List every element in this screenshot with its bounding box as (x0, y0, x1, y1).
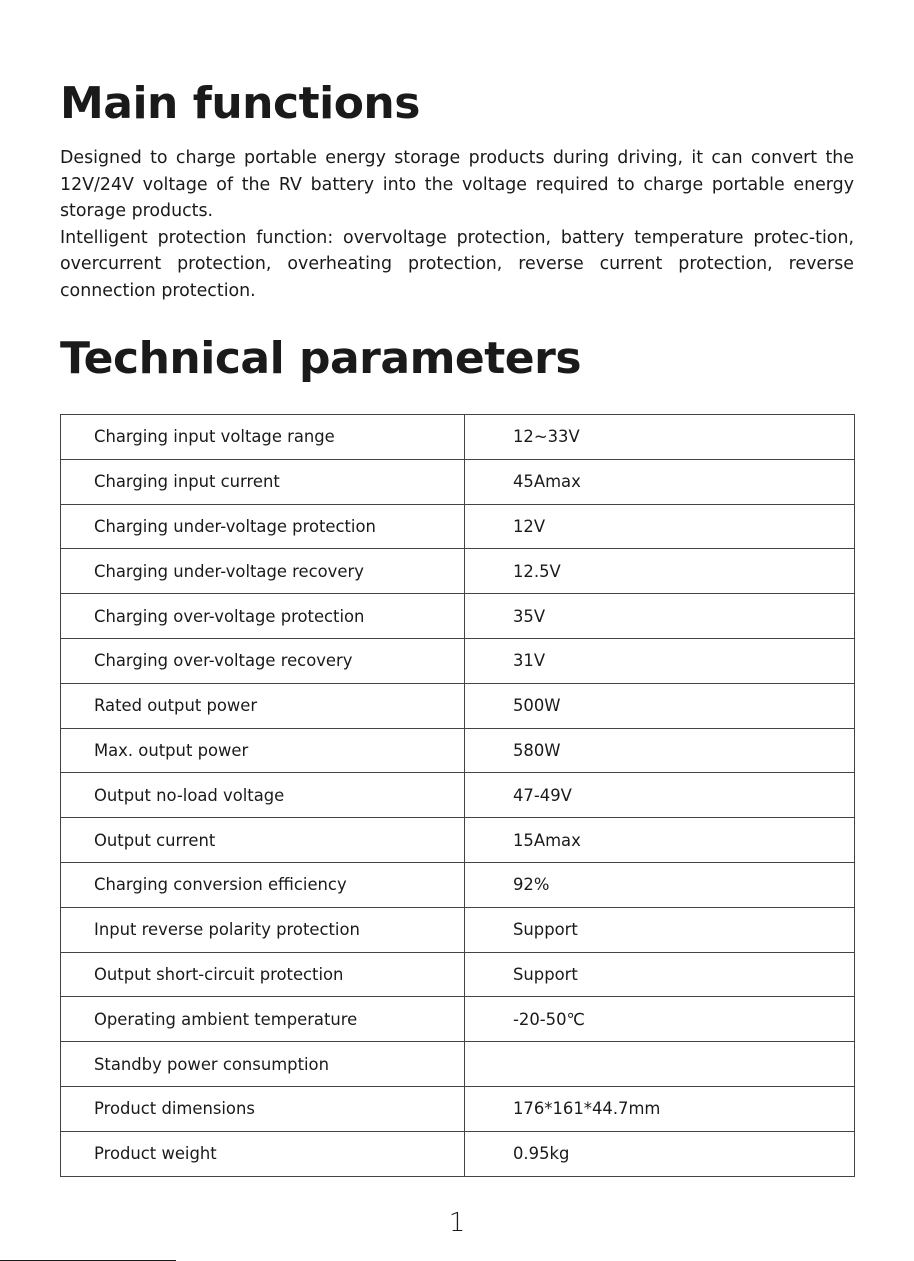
parameter-value: 92% (465, 862, 855, 907)
parameter-label: Input reverse polarity protection (61, 907, 465, 952)
parameter-value: 580W (465, 728, 855, 773)
parameter-label: Max. output power (61, 728, 465, 773)
table-row (61, 818, 855, 863)
parameter-label: Operating ambient temperature (61, 997, 465, 1042)
main-functions-heading: Main functions (60, 78, 420, 129)
table-row (61, 459, 855, 504)
table-row (61, 1086, 855, 1131)
parameter-label: Product dimensions (61, 1086, 465, 1131)
parameter-label: Charging over-voltage protection (61, 594, 465, 639)
description-paragraph-1: Designed to charge portable energy storage products during driving, it can convert the 12V/24V voltage of the RV battery into the voltage required to charge portable energy storage products. (60, 148, 854, 222)
parameter-value: 500W (465, 683, 855, 728)
page-number: 1 (448, 1208, 466, 1238)
parameter-label: Charging input current (61, 459, 465, 504)
table-row (61, 549, 855, 594)
description-paragraph-2: Intelligent protection function: overvoltage protection, battery temperature protec-tion, overcurrent protection, overheating protection, reverse current protection, reverse connection protection. (60, 227, 854, 301)
parameter-label: Charging under-voltage protection (61, 504, 465, 549)
parameter-label: Output no-load voltage (61, 773, 465, 818)
parameter-value (465, 1042, 855, 1087)
table-row (61, 415, 855, 460)
parameter-value: 35V (465, 594, 855, 639)
parameter-value: 0.95kg (465, 1131, 855, 1176)
parameter-label: Product weight (61, 1131, 465, 1176)
technical-parameters-heading: Technical parameters (60, 333, 582, 384)
parameter-value: Support (465, 907, 855, 952)
parameter-label: Rated output power (61, 683, 465, 728)
parameter-value: 47-49V (465, 773, 855, 818)
parameter-label: Charging under-voltage recovery (61, 549, 465, 594)
table-row (61, 728, 855, 773)
table-row (61, 1042, 855, 1087)
table-row (61, 862, 855, 907)
table-row (61, 594, 855, 639)
parameter-value: 12~33V (465, 415, 855, 460)
technical-parameters-table (60, 414, 855, 1177)
parameter-value: 15Amax (465, 818, 855, 863)
table-row (61, 638, 855, 683)
table-row (61, 997, 855, 1042)
table-row (61, 504, 855, 549)
parameter-value: -20-50℃ (465, 997, 855, 1042)
parameter-label: Charging input voltage range (61, 415, 465, 460)
parameter-value: 12V (465, 504, 855, 549)
table-row (61, 907, 855, 952)
main-functions-description (60, 145, 854, 305)
table-row (61, 773, 855, 818)
parameter-value: 45Amax (465, 459, 855, 504)
parameter-value: 12.5V (465, 549, 855, 594)
parameter-value: 31V (465, 638, 855, 683)
table-row (61, 952, 855, 997)
table-row (61, 1131, 855, 1176)
parameter-value: Support (465, 952, 855, 997)
parameter-label: Standby power consumption (61, 1042, 465, 1087)
table-row (61, 683, 855, 728)
parameter-label: Charging over-voltage recovery (61, 638, 465, 683)
parameter-label: Output short-circuit protection (61, 952, 465, 997)
parameter-value: 176*161*44.7mm (465, 1086, 855, 1131)
parameter-label: Charging conversion efficiency (61, 862, 465, 907)
parameter-label: Output current (61, 818, 465, 863)
